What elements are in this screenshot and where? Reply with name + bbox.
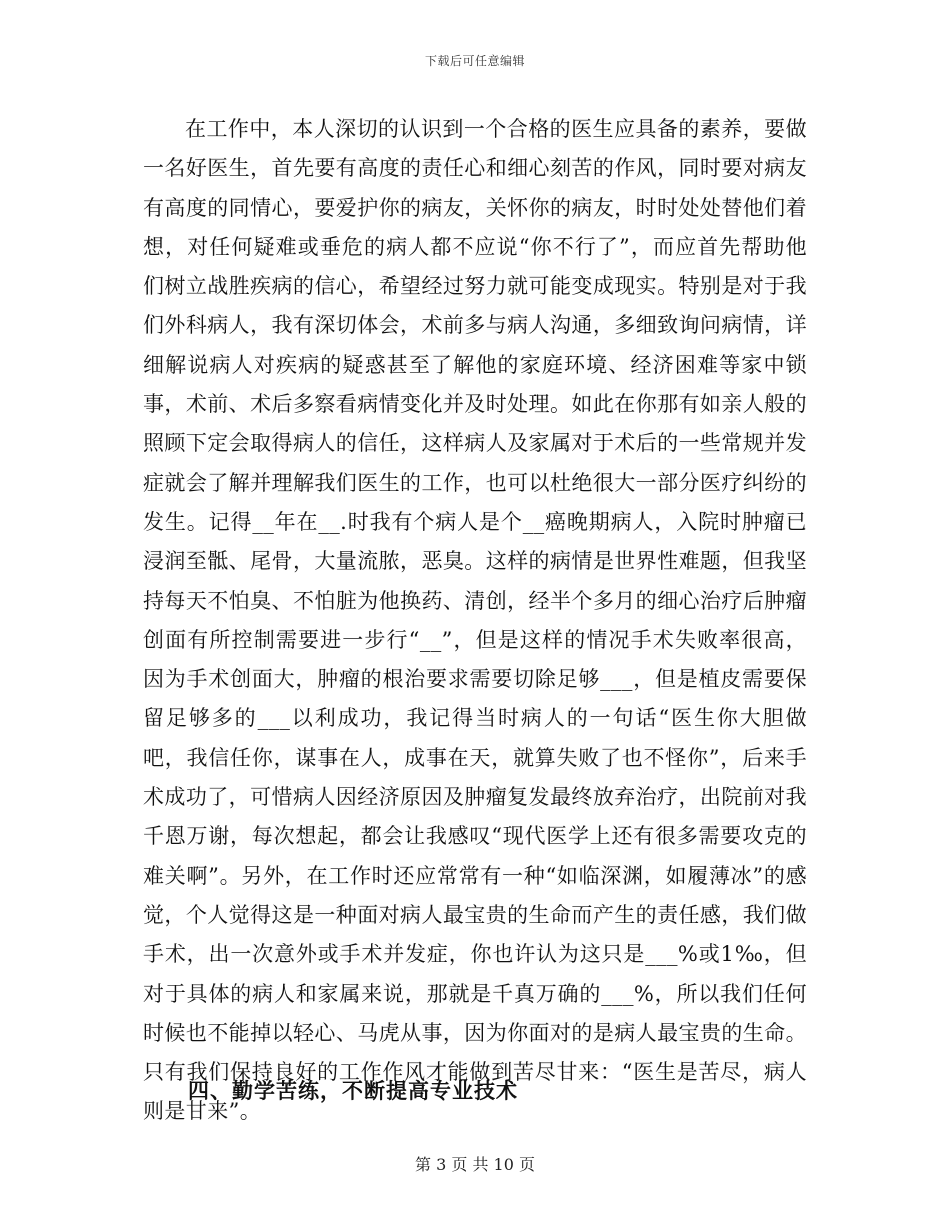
body-paragraph: 在工作中，本人深切的认识到一个合格的医生应具备的素养，要做一名好医生，首先要有高度的责任心和细心刻苦的作风，同时要对病友有高度的同情心，要爱护你的病友，关怀你的病友，时时处处替他们着想，对任何疑难或垂危的病人都不应说“你不行了”，而应首先帮助他们树立战胜疾病的信心，希望经过努力就可能变成现实。特别是对于我们外科病人，我有深切体会，术前多与病人沟通，多细致询问病情，详细解说病人对疾病的疑惑甚至了解他的家庭环境、经济困难等家中锁事，术前、术后多察看病情变化并及时处理。如此在你那有如亲人般的照顾下定会取得病人的信任，这样病人及家属对于术后的一些常规并发症就会了解并理解我们医生的工作，也可以杜绝很大一部分医疗纠纷的发生。记得__年在__.时我有个病人是个__癌晚期病人，入院时肿瘤已浸润至骶、尾骨，大量流脓，恶臭。这样的病情是世界性难题，但我坚持每天不怕臭、不怕脏为他换药、清创，经半个多月的细心治疗后肿瘤创面有所控制需要进一步行“__”，但是这样的情况手术失败率很高，因为手术创面大，肿瘤的根治要求需要切除足够___，但是植皮需要保留足够多的___以利成功，我记得当时病人的一句话“医生你大胆做吧，我信任你，谋事在人，成事在天，就算失败了也不怪你”，后来手术成功了，可惜病人因经济原因及肿瘤复发最终放弃治疗，出院前对我千恩万谢，每次想起，都会让我感叹“现代医学上还有很多需要攻克的难关啊”。另外，在工作时还应常常有一种“如临深渊，如履薄冰”的感觉，个人觉得这是一种面对病人最宝贵的生命而产生的责任感，我们做手术，出一次意外或手术并发症，你也许认为这只是___%或1‰，但对于具体的病人和家属来说，那就是千真万确的___%，所以我们任何时候也不能掉以轻心、马虎从事，因为你面对的是病人最宝贵的生命。只有我们保持良好的工作作风才能做到苦尽甘来：“医生是苦尽，病人则是甘来”。 — [143, 117, 807, 1124]
page-header: 下载后可任意编辑 — [424, 54, 525, 68]
section-heading: 四、勤学苦练，不断提高专业技术 — [188, 1078, 518, 1103]
page-number-footer: 第 3 页 共 10 页 — [415, 1155, 535, 1174]
